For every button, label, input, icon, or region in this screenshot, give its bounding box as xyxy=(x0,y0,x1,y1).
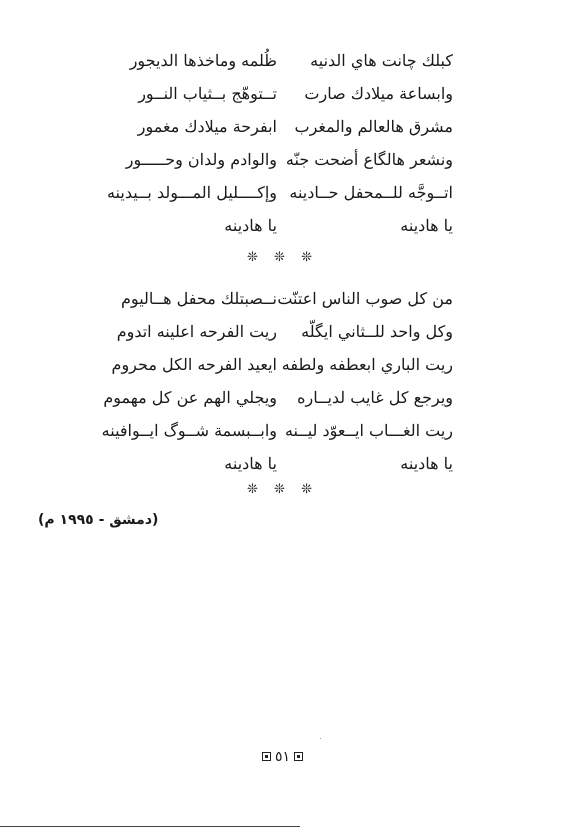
verse-second-hemistich: ريت الفرحه اعلينه اتدوم xyxy=(116,322,277,341)
verse-first-hemistich: اتــوجَّه للــمحفل حــادينه xyxy=(289,183,453,202)
verse-first-hemistich: ريت الباري ابعطفه ولطفه xyxy=(281,355,453,374)
verse-line xyxy=(0,315,565,348)
verse-line xyxy=(0,143,565,176)
verse-second-hemistich: ابفرحة ميلادك مغمور xyxy=(137,117,277,136)
verse-line xyxy=(0,348,565,381)
verse-line xyxy=(0,110,565,143)
verse-first-hemistich: وابساعة ميلادك صارت xyxy=(304,84,453,103)
speck xyxy=(320,738,321,739)
verse-second-hemistich: نــصبتلك محفل هــاليوم xyxy=(121,289,277,308)
verse-second-hemistich: والوادم ولدان وحـــــور xyxy=(125,150,277,169)
verse-second-hemistich: ويجلي الهم عن كل مهموم xyxy=(103,388,277,407)
stanza-1 xyxy=(0,44,565,242)
verse-second-hemistich: وابــبسمة شــوگ ايــوافينه xyxy=(101,421,277,440)
bottom-rule xyxy=(0,826,300,827)
verse-first-hemistich: ويرجع كل غايب لديــاره xyxy=(297,388,453,407)
verse-line xyxy=(0,176,565,209)
page-number: ٥١ xyxy=(274,749,291,765)
verse-line xyxy=(0,77,565,110)
verse-first-hemistich: ونشعر هالگاع أضحت جنّه xyxy=(285,150,453,169)
square-ornament-icon xyxy=(294,752,303,761)
verse-second-hemistich: تــتوهّج بــثياب النــور xyxy=(138,84,277,103)
place-date-signature: (دمشق - ١٩٩٥ م) xyxy=(38,512,159,528)
stanza-separator-ornament: ❊ ❊ ❊ xyxy=(247,250,318,265)
stanza-2 xyxy=(0,282,565,480)
verse-first-hemistich: وكل واحد للــثاني ايگلّه xyxy=(301,322,453,341)
refrain-first: يا هادينه xyxy=(400,216,453,235)
verse-line xyxy=(0,414,565,447)
verse-first-hemistich: من كل صوب الناس اعتنّت xyxy=(277,289,453,308)
page-number-footer xyxy=(0,749,565,765)
refrain-first: يا هادينه xyxy=(400,454,453,473)
square-ornament-icon xyxy=(262,752,271,761)
verse-second-hemistich: ايعيد الفرحه الكل محروم xyxy=(111,355,277,374)
verse-line xyxy=(0,44,565,77)
verse-second-hemistich: وإكــــليل المـــولد بــيدينه xyxy=(106,183,277,202)
verse-line xyxy=(0,282,565,315)
verse-first-hemistich: مشرق هالعالم والمغرب xyxy=(294,117,453,136)
refrain-second: يا هادينه xyxy=(224,216,277,235)
refrain-second: يا هادينه xyxy=(224,454,277,473)
verse-line xyxy=(0,381,565,414)
verse-second-hemistich: ظُلمه وماخذها الديجور xyxy=(129,51,277,70)
verse-first-hemistich: ريت الغـــاب ايــعوّد ليــنه xyxy=(284,421,453,440)
closing-ornament: ❊ ❊ ❊ xyxy=(247,482,318,497)
refrain-line xyxy=(0,209,565,242)
refrain-line xyxy=(0,447,565,480)
verse-first-hemistich: كبلك چانت هاي الدنيه xyxy=(310,51,453,70)
